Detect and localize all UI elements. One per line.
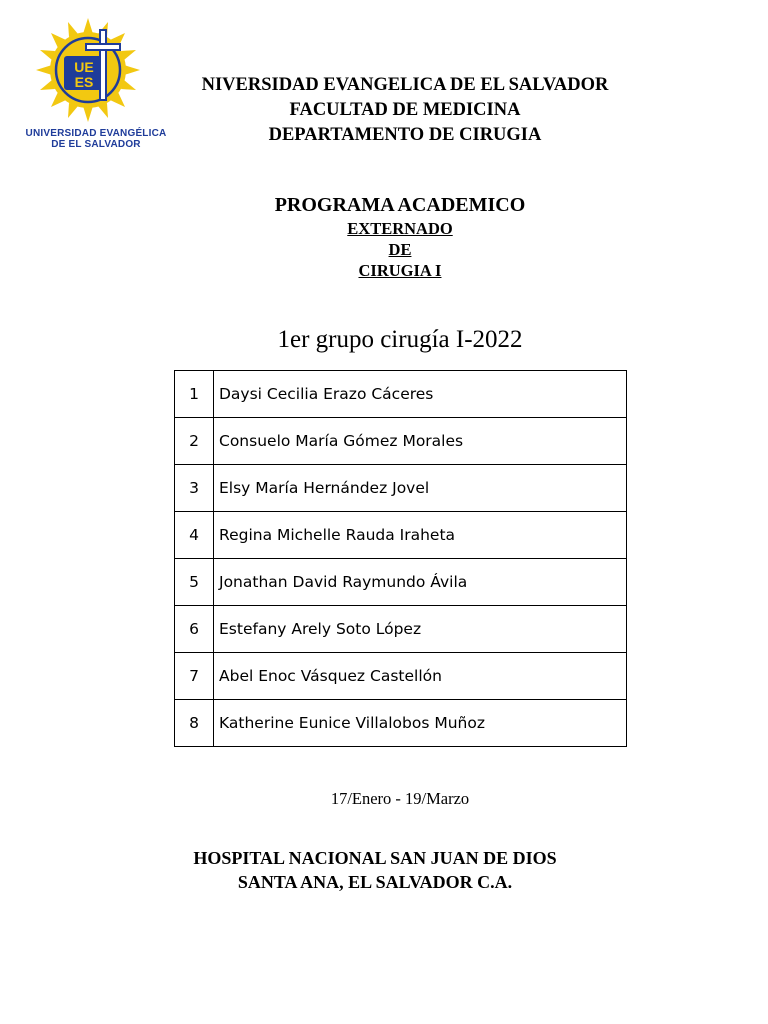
program-line-de: DE xyxy=(388,240,412,259)
student-name: Regina Michelle Rauda Iraheta xyxy=(214,512,627,559)
hospital-name: HOSPITAL NACIONAL SAN JUAN DE DIOS xyxy=(193,848,557,868)
table-row xyxy=(175,371,627,418)
institution-header xyxy=(170,73,640,148)
row-number: 2 xyxy=(175,418,214,465)
program-title: PROGRAMA ACADEMICO xyxy=(274,194,526,216)
student-name: Elsy María Hernández Jovel xyxy=(214,465,627,512)
header-department: DEPARTAMENTO DE CIRUGIA xyxy=(268,125,542,145)
hospital-location: SANTA ANA, EL SALVADOR C.A. xyxy=(237,872,513,892)
sun-cross-emblem xyxy=(16,18,176,128)
logo-caption-line1: UNIVERSIDAD EVANGÉLICA xyxy=(25,128,167,139)
table-row xyxy=(175,653,627,700)
svg-text:UE: UE xyxy=(74,59,94,75)
hospital-block xyxy=(0,846,750,894)
student-name: Abel Enoc Vásquez Castellón xyxy=(214,653,627,700)
row-number: 7 xyxy=(175,653,214,700)
table-row xyxy=(175,700,627,747)
header-university: NIVERSIDAD EVANGELICA DE EL SALVADOR xyxy=(201,75,609,95)
table-row xyxy=(175,418,627,465)
row-number: 6 xyxy=(175,606,214,653)
row-number: 1 xyxy=(175,371,214,418)
student-name: Jonathan David Raymundo Ávila xyxy=(214,559,627,606)
table-row xyxy=(175,465,627,512)
group-title: 1er grupo cirugía I-2022 xyxy=(277,326,523,353)
header-faculty: FACULTAD DE MEDICINA xyxy=(289,100,521,120)
student-name: Consuelo María Gómez Morales xyxy=(214,418,627,465)
student-name: Katherine Eunice Villalobos Muñoz xyxy=(214,700,627,747)
table-row xyxy=(175,606,627,653)
svg-text:ES: ES xyxy=(74,74,94,90)
table-row xyxy=(175,559,627,606)
university-logo xyxy=(16,18,176,153)
table-row xyxy=(175,512,627,559)
student-name: Daysi Cecilia Erazo Cáceres xyxy=(214,371,627,418)
row-number: 5 xyxy=(175,559,214,606)
row-number: 8 xyxy=(175,700,214,747)
student-name: Estefany Arely Soto López xyxy=(214,606,627,653)
program-block xyxy=(0,192,768,281)
rotation-dates: 17/Enero - 19/Marzo xyxy=(330,789,470,808)
logo-caption-line2: DE EL SALVADOR xyxy=(51,139,141,150)
row-number: 4 xyxy=(175,512,214,559)
student-roster-table xyxy=(174,370,627,747)
program-line-cirugia: CIRUGIA I xyxy=(358,261,442,280)
row-number: 3 xyxy=(175,465,214,512)
program-line-externado: EXTERNADO xyxy=(347,219,453,238)
